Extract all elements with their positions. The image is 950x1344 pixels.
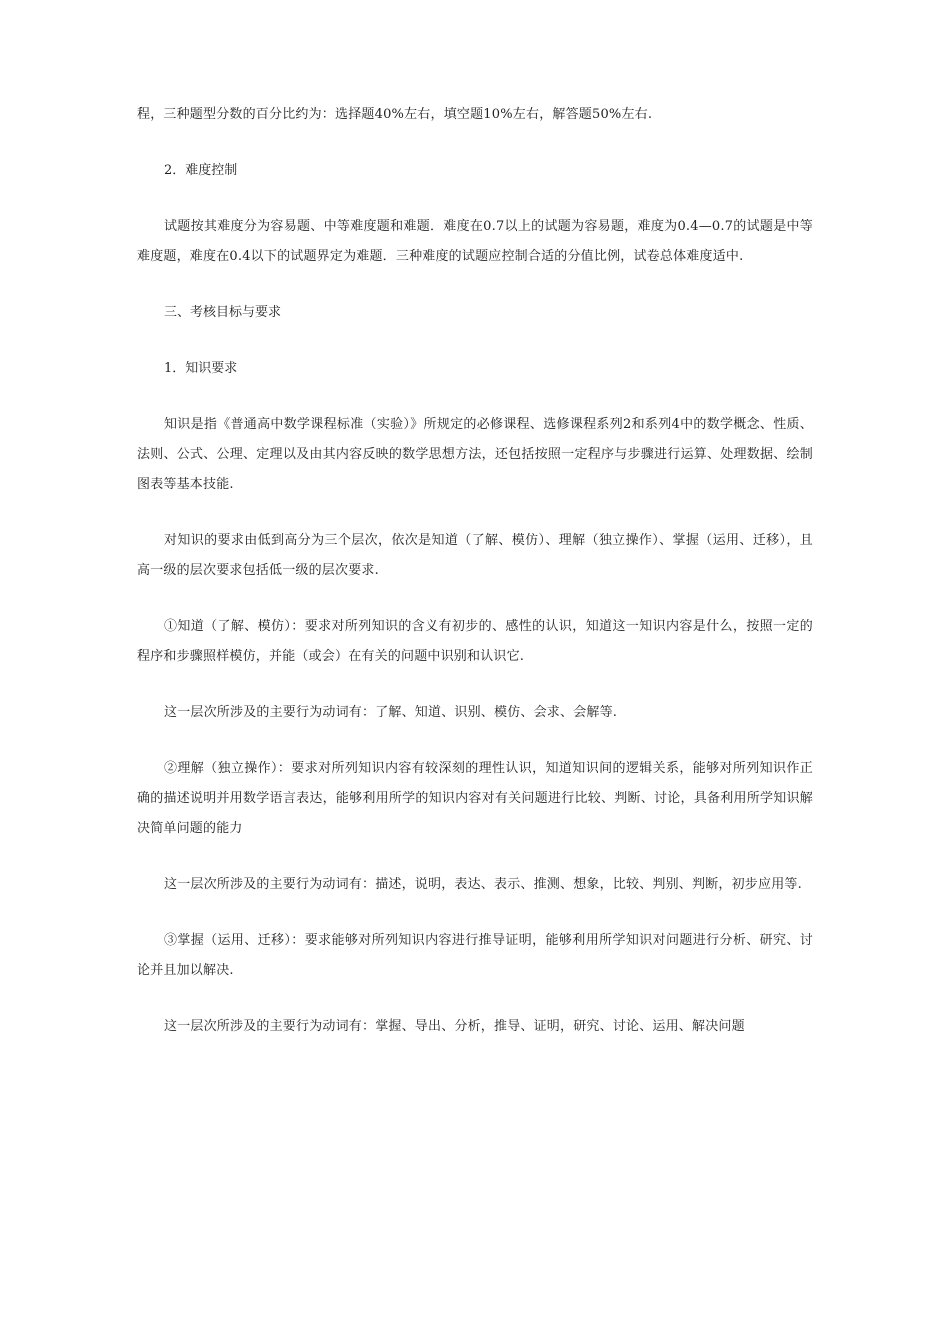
paragraph-level-understand-verbs: 这一层次所涉及的主要行为动词有：描述，说明，表达、表示、推测、想象，比较、判别、判断，初步应用等. — [164, 877, 802, 892]
paragraph-level-know: ①知道（了解、模仿）：要求对所列知识的含义有初步的、感性的认识，知道这一知识内容是什么，按照一定的程序和步骤照样模仿，并能（或会）在有关的问题中识别和认识它. — [137, 619, 813, 664]
paragraph-level-understand: ②理解（独立操作）：要求对所列知识内容有较深刻的理性认识，知道知识间的逻辑关系，能够对所列知识作正确的描述说明并用数学语言表达，能够利用所学的知识内容对有关问题进行比较、判断、讨论，具备利用所学知识解决简单问题的能力 — [137, 761, 813, 836]
document-body — [137, 100, 813, 1042]
paragraph-knowledge-levels: 对知识的要求由低到高分为三个层次，依次是知道（了解、模仿）、理解（独立操作）、掌握（运用、迁移），且高一级的层次要求包括低一级的层次要求. — [137, 533, 813, 578]
paragraph-level-know-verbs: 这一层次所涉及的主要行为动词有：了解、知道、识别、模仿、会求、会解等. — [164, 705, 618, 720]
spacer — [137, 672, 813, 698]
heading-difficulty-control: 2．难度控制 — [164, 163, 238, 178]
paragraph-difficulty: 试题按其难度分为容易题、中等难度题和难题．难度在0.7以上的试题为容易题，难度为0.4—0.7的试题是中等难度题，难度在0.4以下的试题界定为难题．三种难度的试题应控制合适的分值比例，试卷总体难度适中. — [137, 219, 813, 264]
spacer — [137, 186, 813, 212]
heading-knowledge-requirements: 1．知识要求 — [164, 361, 238, 376]
spacer — [137, 586, 813, 612]
spacer — [137, 500, 813, 526]
spacer — [137, 384, 813, 410]
paragraph-level-master: ③掌握（运用、迁移）：要求能够对所列知识内容进行推导证明，能够利用所学知识对问题进行分析、研究、讨论并且加以解决. — [137, 933, 813, 978]
heading-section-assessment-goals: 三、考核目标与要求 — [164, 305, 282, 320]
spacer — [137, 844, 813, 870]
spacer — [137, 986, 813, 1012]
paragraph-question-type-ratio: 程，三种题型分数的百分比约为：选择题40%左右，填空题10%左右，解答题50%左右. — [137, 107, 653, 122]
paragraph-knowledge-definition: 知识是指《普通高中数学课程标准（实验）》所规定的必修课程、选修课程系列2和系列4中的数学概念、性质、法则、公式、公理、定理以及由其内容反映的数学思想方法，还包括按照一定程序与步骤进行运算、处理数据、绘制图表等基本技能. — [137, 417, 813, 492]
paragraph-level-master-verbs: 这一层次所涉及的主要行为动词有：掌握、导出、分析，推导、证明，研究、讨论、运用、解决问题 — [164, 1019, 745, 1034]
spacer — [137, 728, 813, 754]
spacer — [137, 130, 813, 156]
spacer — [137, 272, 813, 298]
spacer — [137, 900, 813, 926]
spacer — [137, 328, 813, 354]
